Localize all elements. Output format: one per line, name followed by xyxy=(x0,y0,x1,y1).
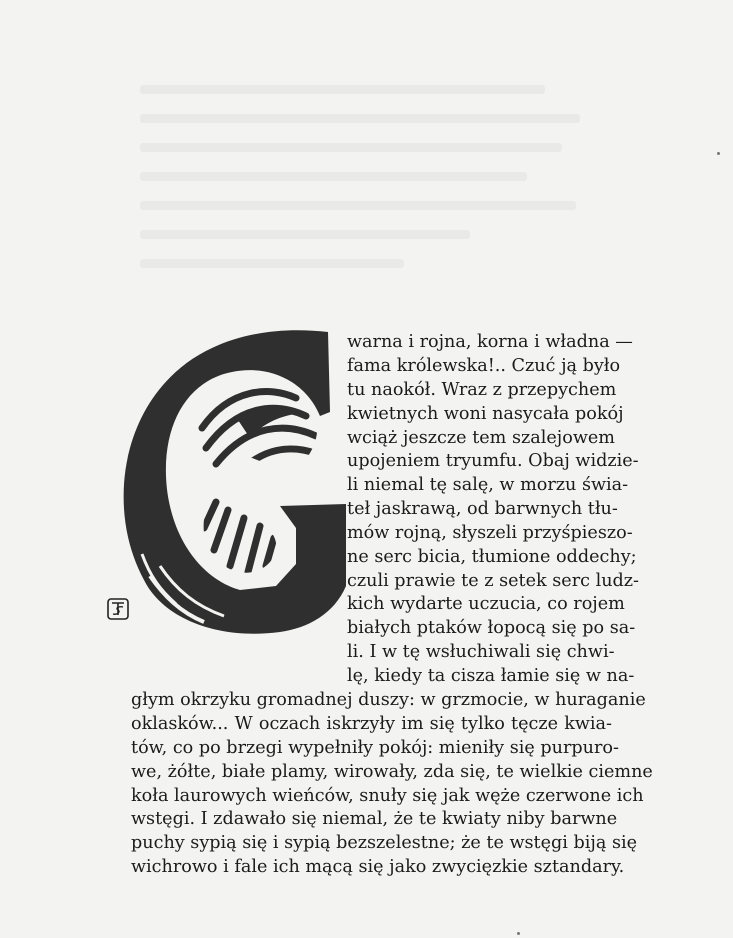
text-line: tu naokół. Wraz z przepychem xyxy=(347,380,617,400)
text-line: mów rojną, słyszeli przyśpieszo- xyxy=(347,523,633,543)
text-line: we, żółte, białe plamy, wirowały, zda się, te wielkie ciemne xyxy=(131,762,653,782)
text-line: oklasków... W oczach iskrzyły im się tylko tęcze kwia- xyxy=(131,714,612,734)
text-line: lę, kiedy ta cisza łamie się w na- xyxy=(347,666,635,686)
paper-speck xyxy=(517,932,520,935)
text-line: wichrowo i fale ich mącą się jako zwycięzkie sztandary. xyxy=(131,857,625,877)
text-line: wciąż jeszcze tem szalejowem xyxy=(347,428,615,448)
text-line: koła laurowych wieńców, snuły się jak węże czerwone ich xyxy=(131,786,644,806)
artist-monogram-icon xyxy=(107,598,129,620)
text-line: warna i rojna, korna i władna — xyxy=(347,332,633,352)
text-line: fama królewska!.. Czuć ją było xyxy=(347,356,621,376)
drop-cap-letter-g xyxy=(120,328,346,634)
text-line: li. I w tę wsłuchiwali się chwi- xyxy=(347,642,615,662)
paper-speck xyxy=(717,152,720,155)
text-line: tów, co po brzegi wypełniły pokój: mieniły się purpuro- xyxy=(131,738,619,758)
text-line: ne serc bicia, tłumione oddechy; xyxy=(347,547,637,567)
reverse-side-bleed-through xyxy=(140,85,580,305)
text-line: kich wydarte uczucia, co rojem xyxy=(347,594,625,614)
text-line: białych ptaków łopocą się po sa- xyxy=(347,618,636,638)
text-line: puchy sypią się i sypią bezszelestne; że te wstęgi biją się xyxy=(131,833,638,853)
text-line: czuli prawie te z setek serc ludz- xyxy=(347,571,639,591)
text-line: upojeniem tryumfu. Obaj widzie- xyxy=(347,451,639,471)
text-line: wstęgi. I zdawało się niemal, że te kwiaty niby barwne xyxy=(131,809,618,829)
text-line: teł jaskrawą, od barwnych tłu- xyxy=(347,499,618,519)
text-line: li niemal tę salę, w morzu świa- xyxy=(347,475,629,495)
text-line: głym okrzyku gromadnej duszy: w grzmocie, w huraganie xyxy=(131,690,646,710)
text-line: kwietnych woni nasycała pokój xyxy=(347,404,624,424)
